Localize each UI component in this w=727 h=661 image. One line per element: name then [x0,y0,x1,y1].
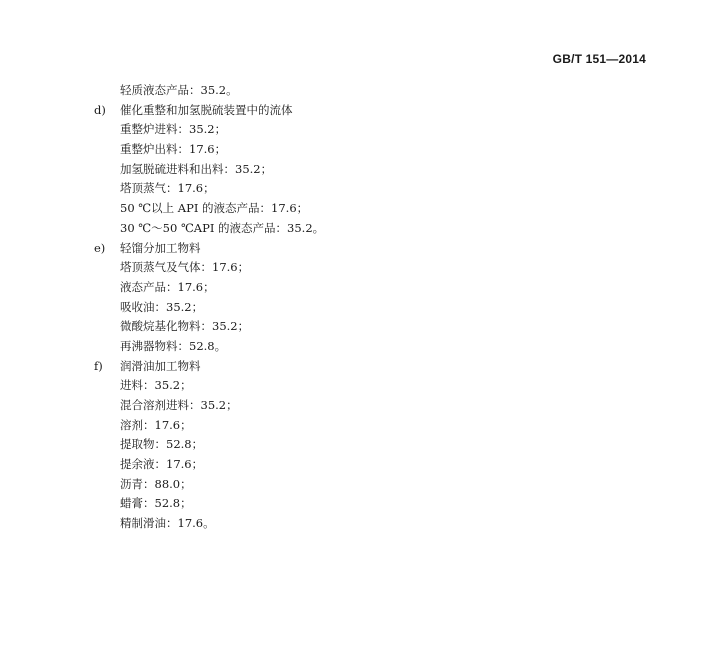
list-item-text: 50 ℃以上 API 的液态产品：17.6； [120,201,309,216]
list-item-text: 液态产品：17.6； [120,279,215,294]
list-item-text: 溶剂：17.6； [120,417,192,432]
list-item [0,258,727,278]
section-heading-text: 润滑油加工物料 [120,358,201,373]
list-item-text: 30 ℃～50 ℃API 的液态产品：35.2。 [120,220,325,235]
list-item [0,376,727,396]
standard-code: GB/T 151—2014 [552,52,646,66]
section-heading-text: 催化重整和加氢脱硫装置中的流体 [120,102,293,117]
list-item-text: 吸收油：35.2； [120,299,204,314]
list-item-text: 沥青：88.0； [120,476,192,491]
list-item [0,455,727,475]
list-item [0,81,727,101]
list-item-text: 重整炉进料：35.2； [120,122,227,137]
section-heading-f [0,357,727,377]
list-item [0,278,727,298]
list-item-text: 重整炉出料：17.6； [120,142,227,157]
list-item [0,120,727,140]
list-item [0,199,727,219]
list-item-text: 进料：35.2； [120,378,192,393]
list-item [0,298,727,318]
list-item [0,396,727,416]
list-item-text: 塔顶蒸气：17.6； [120,181,215,196]
list-item-text: 混合溶剂进料：35.2； [120,398,238,412]
list-item [0,317,727,337]
list-item [0,475,727,495]
list-item-text: 轻质液态产品：35.2。 [120,83,238,97]
list-item [0,160,727,180]
list-item-text: 加氢脱硫进料和出料：35.2； [120,161,273,176]
list-item [0,219,727,239]
document-body [0,81,727,534]
list-item [0,435,727,455]
list-item [0,337,727,357]
list-item [0,494,727,514]
list-item-text: 塔顶蒸气及气体：17.6； [120,260,250,275]
list-item-text: 精制滑油：17.6。 [120,516,215,531]
list-item [0,514,727,534]
list-marker: e) [94,240,106,255]
list-item [0,140,727,160]
list-item-text: 蜡膏：52.8； [120,496,192,511]
list-item-text: 提余液：17.6； [120,457,204,472]
list-item-text: 微酸烷基化物料：35.2； [120,319,250,334]
list-marker: d) [94,102,106,117]
list-item-text: 提取物：52.8； [120,437,204,452]
list-marker: f) [94,358,103,373]
list-item [0,179,727,199]
section-heading-d [0,101,727,121]
section-heading-text: 轻馏分加工物料 [120,240,201,255]
section-heading-e [0,239,727,259]
list-item-text: 再沸器物料：52.8。 [120,338,227,353]
list-item [0,416,727,436]
